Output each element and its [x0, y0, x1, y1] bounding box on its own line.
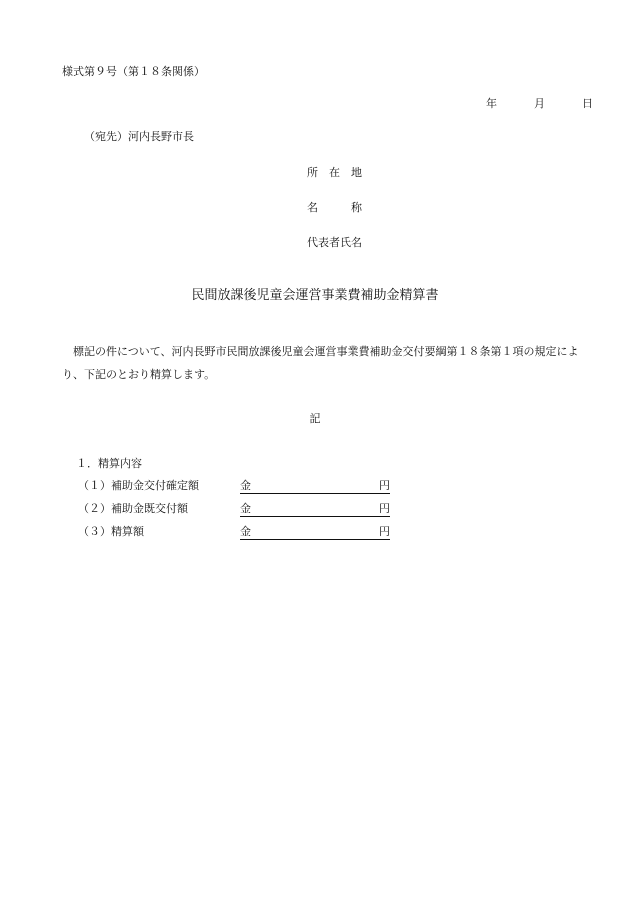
date-day: 日 [582, 97, 593, 110]
body-text: 標記の件について、河内長野市民間放課後児童会運営事業費補助金交付要綱第１８条第１項の規定により、下記のとおり精算します。 [62, 345, 579, 381]
amount-unit: 円 [379, 525, 390, 538]
amount-prefix: 金 [240, 525, 251, 538]
amount-prefix: 金 [240, 502, 251, 515]
sender-address-label: 所 在 地 [307, 166, 362, 179]
item-label: （３）精算額 [78, 525, 144, 538]
date-line [486, 97, 593, 111]
amount-unit: 円 [379, 479, 390, 492]
amount-unit: 円 [379, 502, 390, 515]
item-label: （１）補助金交付確定額 [78, 479, 199, 492]
sender-representative-label: 代表者氏名 [307, 236, 362, 249]
amount-field[interactable] [240, 502, 390, 517]
document-title: 民間放課後児童会運営事業費補助金精算書 [191, 288, 439, 303]
sender-name-label: 名 称 [307, 201, 362, 214]
date-year: 年 [486, 97, 497, 110]
form-number: 様式第９号（第１８条関係） [62, 65, 205, 78]
amount-prefix: 金 [240, 479, 251, 492]
addressee: （宛先）河内長野市長 [84, 130, 194, 143]
amount-field[interactable] [240, 479, 390, 494]
date-month: 月 [534, 97, 545, 110]
section-heading: １．精算内容 [76, 457, 142, 470]
amount-field[interactable] [240, 525, 390, 540]
item-label: （２）補助金既交付額 [78, 502, 188, 515]
ki-heading: 記 [309, 412, 321, 425]
